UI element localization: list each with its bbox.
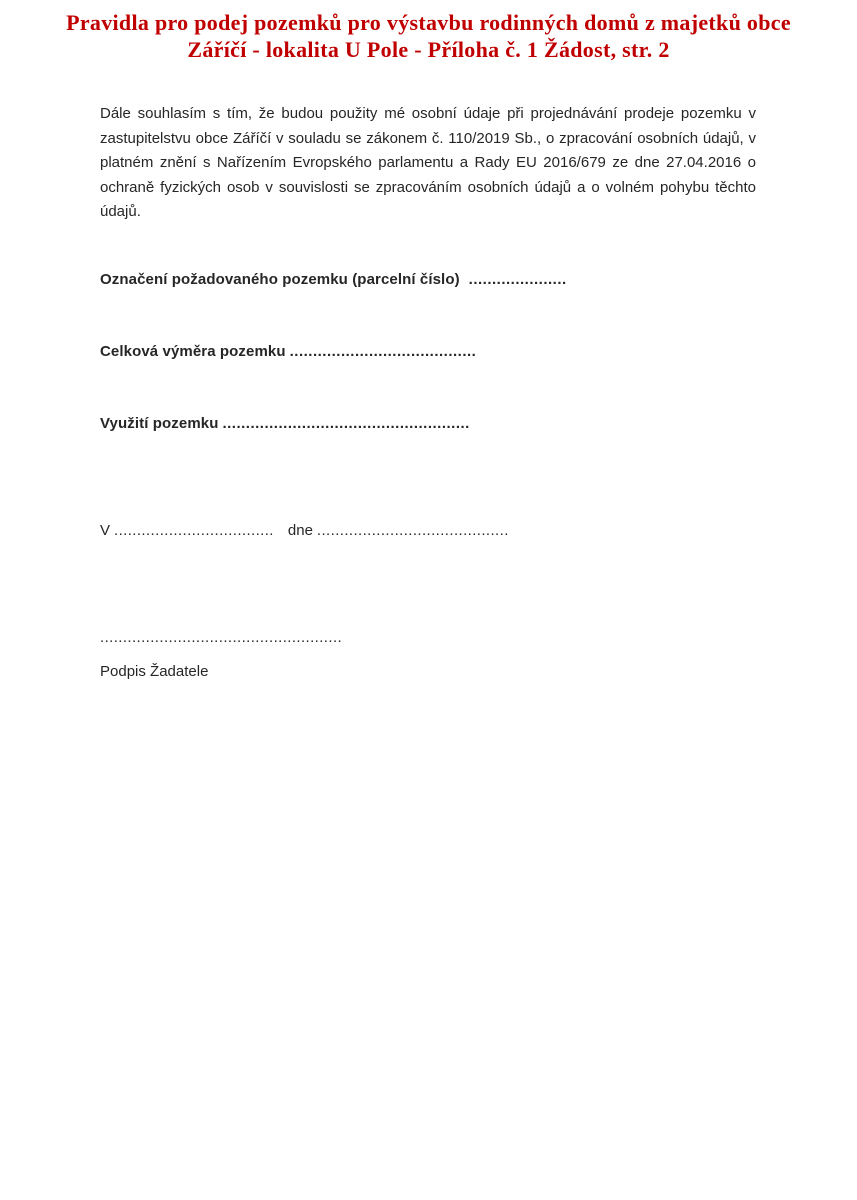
place-blank: ................................... xyxy=(114,522,274,539)
field-total-area-blank: ........................................ xyxy=(289,343,477,360)
field-land-use-label: Využití pozemku xyxy=(100,415,219,432)
consent-paragraph: Dále souhlasím s tím, že budou použity mé osobní údaje při projednávání prodeje pozemku v zastupitelstvu obce Záříčí v souladu se zákonem č. 110/2019 Sb., o zpracování osobních údajů, v platném znění s Nařízením Evropského parlamentu a Rady EU 2016/679 ze dne 27.04.2016 o ochraně fyzických osob v souvislosti se zpracováním osobních údajů a o volném pohybu těchto údajů. xyxy=(100,105,756,220)
field-total-area-label: Celková výměra pozemku xyxy=(100,343,286,360)
date-blank: .......................................... xyxy=(316,522,509,539)
document-title-line1: Pravidla pro podej pozemků pro výstavbu rodinných domů z majetků obce xyxy=(66,10,791,35)
field-total-area xyxy=(100,343,476,360)
signature-blank: ..................................................... xyxy=(100,629,343,646)
document-title-line2: Záříčí - lokalita U Pole - Příloha č. 1 Žádost, str. 2 xyxy=(187,37,670,62)
signature-label: Podpis Žadatele xyxy=(100,663,209,680)
field-land-use-blank: ..................................................... xyxy=(222,415,470,432)
place-label: V xyxy=(100,522,111,539)
field-land-use xyxy=(100,415,470,432)
field-parcel-number xyxy=(100,271,567,288)
date-label: dne xyxy=(287,522,313,539)
document-title xyxy=(20,9,837,63)
place-date-line xyxy=(100,522,509,539)
field-parcel-number-blank: ..................... xyxy=(468,271,567,288)
field-parcel-number-label: Označení požadovaného pozemku (parcelní číslo) xyxy=(100,271,460,288)
